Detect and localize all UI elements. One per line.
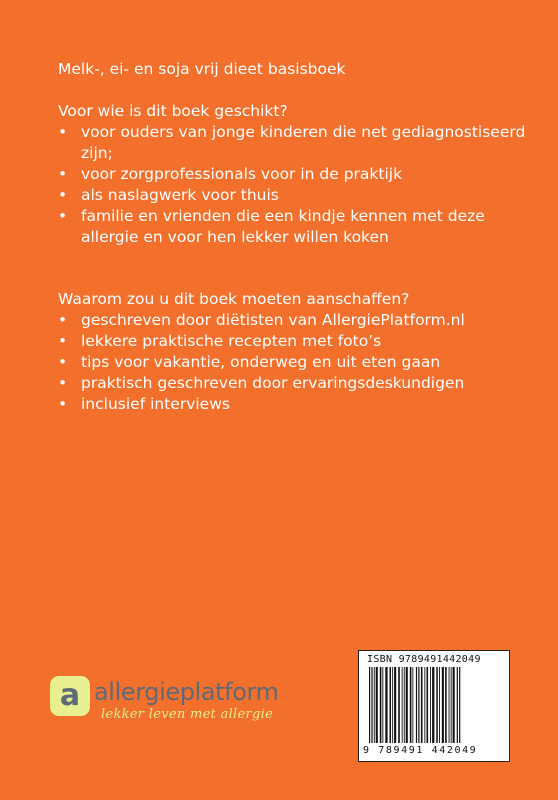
- logo-tagline: lekker leven met allergie: [101, 707, 274, 722]
- allergieplatform-logo: [50, 676, 310, 726]
- barcode-bars-icon: [369, 667, 499, 743]
- logo-wordmark: allergieplatform: [94, 678, 279, 706]
- isbn-digits: 9 789491 442049: [363, 745, 478, 756]
- list-item: • praktisch geschreven door ervaringsdeskundigen: [58, 373, 528, 394]
- book-title: Melk-, ei- en soja vrij dieet basisboek: [58, 60, 346, 78]
- isbn-label: ISBN 9789491442049: [367, 654, 481, 665]
- suitable-list: [58, 122, 528, 248]
- why-heading: Waarom zou u dit boek moeten aanschaffen?: [58, 290, 410, 308]
- list-item: • lekkere praktische recepten met foto’s: [58, 331, 528, 352]
- list-item: • tips voor vakantie, onderweg en uit eten gaan: [58, 352, 528, 373]
- suitable-section: [58, 100, 528, 248]
- list-item: • inclusief interviews: [58, 394, 528, 415]
- isbn-barcode: [358, 650, 510, 762]
- list-item: • familie en vrienden die een kindje kennen met deze allergie en voor hen lekker willen koken: [58, 206, 528, 248]
- logo-mark-letter: a: [59, 678, 81, 713]
- logo-mark-icon: [50, 676, 90, 716]
- back-cover-text: [58, 58, 528, 415]
- list-item: • voor zorgprofessionals voor in de praktijk: [58, 164, 528, 185]
- list-item: • als naslagwerk voor thuis: [58, 185, 528, 206]
- why-list: [58, 310, 528, 415]
- list-item: • geschreven door diëtisten van AllergiePlatform.nl: [58, 310, 528, 331]
- list-item: • voor ouders van jonge kinderen die net gediagnostiseerd zijn;: [58, 122, 528, 164]
- why-section: [58, 288, 528, 415]
- suitable-heading: Voor wie is dit boek geschikt?: [58, 102, 288, 120]
